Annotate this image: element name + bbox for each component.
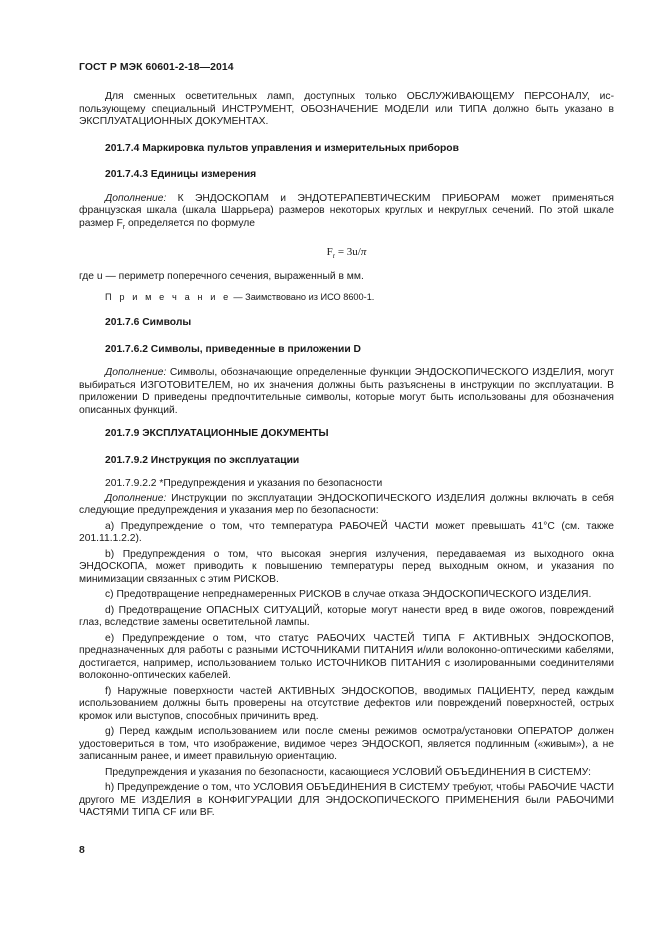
- paragraph-lamps: Для сменных осветительных ламп, доступных только ОБСЛУЖИВАЮЩЕМУ ПЕРСОНАЛУ, использующему специальный ИНСТРУМЕНТ, ОБОЗНАЧЕНИЕ МОДЕЛИ или ТИПА должно быть указано в ЭКСПЛУАТАЦИОННЫХ ДОКУМЕНТАХ.: [79, 91, 614, 127]
- paragraph-symbols: [79, 367, 614, 417]
- list-item-h: h) Предупреждение о том, что УСЛОВИЯ ОБЪЕДИНЕНИЯ В СИСТЕМУ требуют, чтобы РАБОЧИЕ ЧАСТИ другого МЕ ИЗДЕЛИЯ в КОНФИГУРАЦИИ ДЛЯ ЭНДОСКОПИЧЕСКОГО ПРИМЕНЕНИЯ были РАБОЧИМИ ЧАСТЯМИ ТИПА CF или BF.: [79, 782, 614, 819]
- list-item-d: d) Предотвращение ОПАСНЫХ СИТУАЦИЙ, которые могут нанести вред в виде ожогов, повреждений глаз, вследствие замены осветительной лампы.: [79, 604, 614, 629]
- instructions-text: Инструкции по эксплуатации ЭНДОСКОПИЧЕСКОГО ИЗДЕЛИЯ должны включать в себя следующие предупреждения и указания мер по безопасности:: [79, 492, 614, 517]
- document-header: ГОСТ Р МЭК 60601-2-18—2014: [79, 62, 234, 73]
- formula-f: F: [326, 246, 333, 259]
- heading-201-7-4: 201.7.4 Маркировка пультов управления и измерительных приборов: [105, 142, 459, 154]
- addition-label: Дополнение:: [105, 367, 167, 379]
- list-item-g: g) Перед каждым использованием или после смены режимов осмотра/установки ОПЕРАТОР должен удостовериться в том, что изображение, видимое через ЭНДОСКОП, является подлинным («живым»), а не записанным ранее, и имеет правильную ориентацию.: [79, 726, 614, 763]
- addition-label: Дополнение:: [105, 192, 167, 204]
- formula-expression: = 3u/: [335, 246, 361, 259]
- list-item-f: f) Наружные поверхности частей АКТИВНЫХ ЭНДОСКОПОВ, вводимых ПАЦИЕНТУ, перед каждым использованием должны быть проверены на отсутствие дефектов или повреждений поверхностей, острых кромок или выступов, способных причинить вред.: [79, 685, 614, 722]
- list-item-b: b) Предупреждения о том, что высокая энергия излучения, передаваемая из выходного окна ЭНДОСКОПА, может приводить к повышению температуры перед выходным окном, и указания по минимизации связанных с этим РИСКОВ.: [79, 548, 614, 585]
- units-text-end: определяется по формуле: [125, 217, 255, 229]
- formula-pi: π: [360, 246, 367, 259]
- heading-201-7-9: 201.7.9 ЭКСПЛУАТАЦИОННЫЕ ДОКУМЕНТЫ: [105, 428, 329, 440]
- paragraph-system: Предупреждения и указания по безопасности, касающиеся УСЛОВИЙ ОБЪЕДИНЕНИЯ В СИСТЕМУ:: [105, 766, 591, 778]
- addition-label: Дополнение:: [105, 492, 167, 504]
- heading-201-7-4-3: 201.7.4.3 Единицы измерения: [105, 169, 257, 180]
- heading-201-7-9-2: 201.7.9.2 Инструкция по эксплуатации: [105, 454, 300, 466]
- heading-201-7-6: 201.7.6 Символы: [105, 317, 192, 329]
- note-text: — Заимствовано из ИСО 8600-1.: [230, 291, 375, 302]
- list-item-a: a) Предупреждение о том, что температура РАБОЧЕЙ ЧАСТИ может превышать 41°С (см. также 201.11.1.2.2).: [79, 520, 614, 545]
- list-item-e: e) Предупреждение о том, что статус РАБОЧИХ ЧАСТЕЙ ТИПА F АКТИВНЫХ ЭНДОСКОПОВ, предназначенных для работы с разными ИСТОЧНИКАМИ ПИТАНИЯ и/или волоконно-оптическими кабелями, достигается, например, использованием только ИСТОЧНИКОВ ПИТАНИЯ с изолированными соединителями волоконно-оптических кабелей.: [79, 632, 614, 682]
- paragraph-instructions: [79, 493, 614, 518]
- formula-subscript: r: [332, 252, 336, 261]
- note: [79, 291, 614, 304]
- paragraph-units: [79, 193, 614, 235]
- heading-201-7-6-2: 201.7.6.2 Символы, приведенные в приложении D: [105, 343, 361, 355]
- page-number: 8: [79, 845, 85, 856]
- paragraph-where: где u — периметр поперечного сечения, выраженный в мм.: [79, 271, 364, 283]
- units-text: К ЭНДОСКОПАМ и ЭНДОТЕРАПЕВТИЧЕСКИМ ПРИБОРАМ может применяться французская шкала (шкала Шаррьера) размеров некоторых круглых и некруглых сечений. По этой шкале размер F: [79, 192, 614, 229]
- formula: [79, 246, 614, 260]
- note-label: П р и м е ч а н и е: [105, 291, 231, 302]
- paragraph-9-2-2: 201.7.9.2.2 *Предупреждения и указания по безопасности: [105, 478, 383, 490]
- document-page: [79, 62, 614, 820]
- symbols-text: Символы, обозначающие определенные функции ЭНДОСКОПИЧЕСКОГО ИЗДЕЛИЯ, могут выбираться ИЗГОТОВИТЕЛЕМ, но их значения должны быть разъяснены в инструкции по эксплуатации. В приложении D приведены предпочтительные символы, которые могут быть использованы для обозначения описанных функций.: [79, 367, 614, 416]
- list-item-c: c) Предотвращение непреднамеренных РИСКОВ в случае отказа ЭНДОСКОПИЧЕСКОГО ИЗДЕЛИЯ.: [105, 589, 592, 601]
- units-subscript: r: [122, 223, 126, 231]
